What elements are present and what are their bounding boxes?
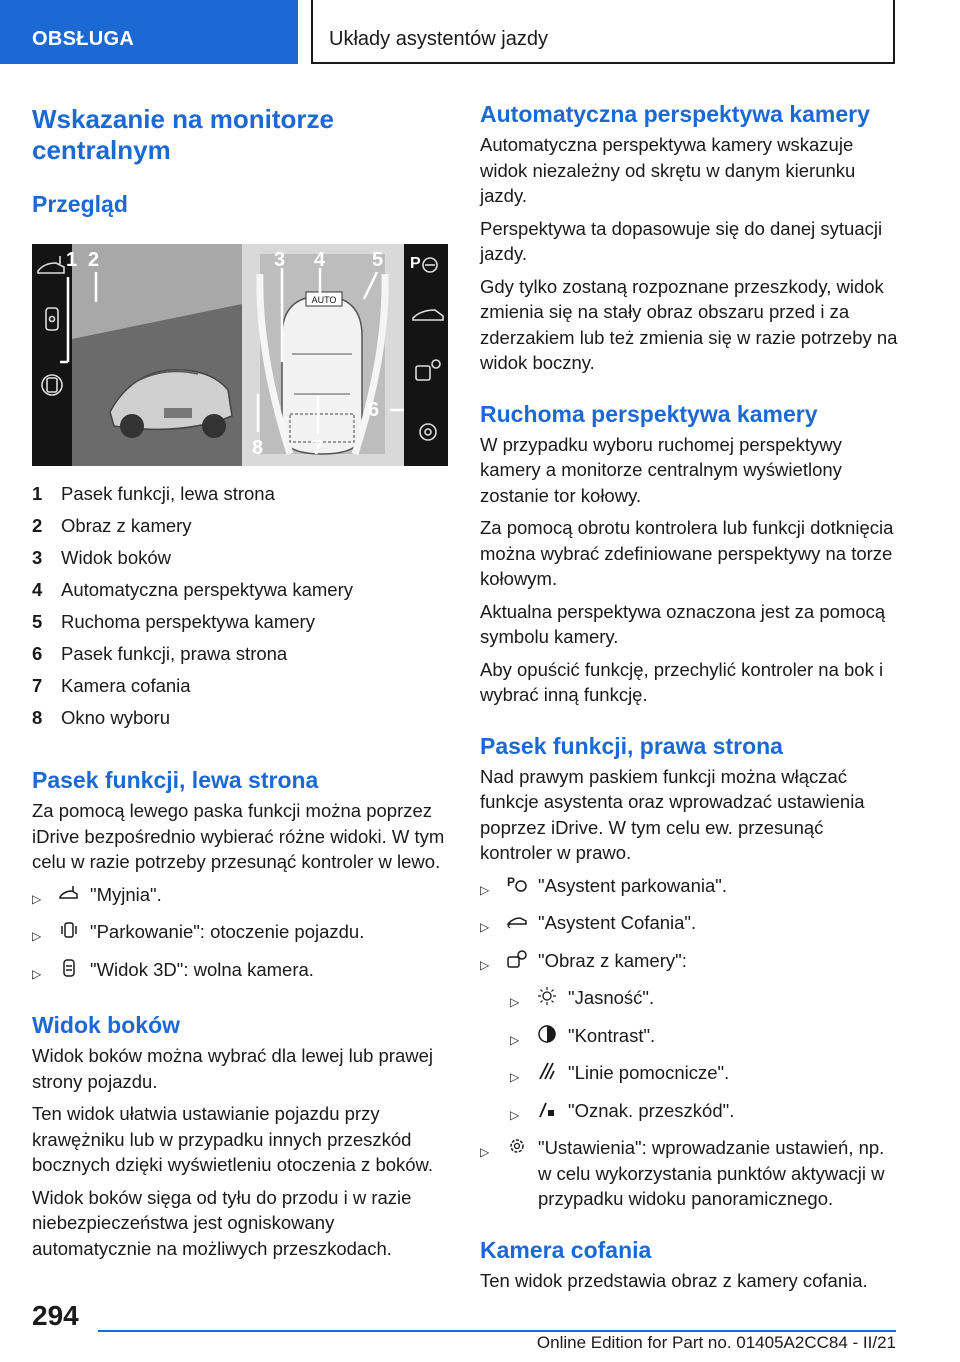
legend-item: 7 Kamera cofania — [32, 675, 191, 696]
legend-item: 8 Okno wyboru — [32, 707, 170, 728]
side-view-paragraph: Widok boków sięga od tyłu do przodu i w razie niebezpieczeństwa jest ogniskowany automatycznie na możliwych przeszkodach. — [32, 1186, 412, 1259]
svg-text:P: P — [507, 874, 516, 889]
legend-item: 2 Obraz z kamery — [32, 515, 192, 536]
auto-perspective-heading: Automatyczna perspektywa kamery — [480, 101, 870, 127]
movable-perspective-heading: Ruchoma perspektywa kamery — [480, 400, 818, 427]
footer-divider — [98, 1330, 896, 1332]
parking-assistant-icon — [504, 873, 530, 895]
figure-number-8: 8 — [252, 437, 264, 459]
page-number: 294 — [32, 1300, 79, 1331]
reversing-assistant-icon — [504, 910, 530, 932]
movable-perspective-paragraph: Za pomocą obrotu kontrolera lub funkcji dotknięcia można wybrać zdefiniowane perspektywy na torze kołowym. — [480, 517, 894, 589]
list-item: ▷ "Linie pomocnicze". — [510, 1062, 730, 1084]
legend-item: 6 Pasek funkcji, prawa strona — [32, 643, 288, 664]
figure-number-4: 4 — [314, 249, 326, 271]
legend-item: 1 Pasek funkcji, lewa strona — [32, 483, 275, 504]
list-item: ▷ "Kontrast". — [510, 1024, 656, 1047]
side-view-heading: Widok boków — [32, 1012, 181, 1038]
guide-lines-icon — [534, 1060, 560, 1082]
gear-icon — [504, 1135, 530, 1157]
list-item: ▷ "Asystent Cofania". — [480, 912, 697, 934]
brightness-icon — [534, 985, 560, 1007]
figure-number-2: 2 — [88, 249, 100, 271]
left-bar-text: Za pomocą lewego paska funkcji można poprzez iDrive bezpośrednio wybierać różne widoki. W tym celu w razie potrzeby przesunąć kontroler w lewo. — [32, 800, 445, 872]
figure-number-5: 5 — [372, 249, 384, 271]
list-item: ▷ "Parkowanie": otoczenie pojazdu. — [32, 921, 365, 943]
settings-list — [480, 1135, 898, 1212]
movable-perspective-paragraph: Aby opuścić funkcję, przechylić kontroler na bok i wybrać inną funkcję. — [480, 658, 884, 705]
auto-perspective-paragraph: Perspektywa ta dopasowuje się do danej sytuacji jazdy. — [480, 217, 883, 264]
list-item: ▷ P "Asystent parkowania". — [480, 874, 727, 897]
movable-perspective-paragraph: Aktualna perspektywa oznaczona jest za pomocą symbolu kamery. — [480, 600, 886, 647]
legend-item: 3 Widok boków — [32, 547, 172, 568]
right-bar-text: Nad prawym paskiem funkcji można włączać funkcje asystenta oraz wprowadzać ustawienia poprzez iDrive. W tym celu ew. przesunąć kontroler w prawo. — [480, 765, 865, 863]
header-chapter: Układy asystentów jazdy — [311, 0, 895, 64]
figure-number-1: 1 — [66, 249, 78, 271]
figure-p-label: P — [410, 255, 421, 272]
list-item: ▷ "Widok 3D": wolna kamera. — [32, 958, 314, 981]
figure-legend — [32, 478, 450, 734]
car-wash-icon — [56, 882, 82, 904]
auto-badge: AUTO — [311, 295, 337, 305]
rear-camera-heading: Kamera cofania — [480, 1236, 652, 1263]
contrast-icon — [534, 1023, 560, 1045]
right-column — [480, 100, 898, 1300]
figure-number-6: 6 — [368, 399, 380, 421]
rear-camera-paragraph: Ten widok przedstawia obraz z kamery cofania. — [480, 1269, 868, 1291]
parking-surroundings-icon — [56, 919, 82, 941]
right-bar-heading: Pasek funkcji, prawa strona — [480, 732, 783, 759]
header-section: OBSŁUGA — [0, 0, 298, 64]
legend-item: 5 Ruchoma perspektywa kamery — [32, 611, 315, 632]
auto-perspective-paragraph: Gdy tylko zostaną rozpoznane przeszkody, widok zmienia się na stały obraz obszaru przed i za zderzakiem lub też zmienia się w razie potrzeby na widok boczny. — [480, 275, 898, 373]
overview-heading: Przegląd — [32, 191, 128, 217]
list-item: ▷ "Ustawienia": wprowadzanie ustawień, np. w celu wykorzystania punktów aktywacji w przypadku widoku panoramicznego. — [480, 1137, 885, 1209]
camera-image-sub-list — [510, 985, 898, 1128]
left-column — [32, 100, 450, 1268]
list-item: ▷ "Myjnia". — [32, 883, 162, 906]
footer-edition: Online Edition for Part no. 01405A2CC84 - II/21 — [536, 1333, 896, 1352]
camera-image-icon — [504, 948, 530, 970]
side-view-paragraph: Ten widok ułatwia ustawianie pojazdu przy krawężniku lub w przypadku innych przeszkód bocznych dzięki wyświetleniu otoczenia z boków. — [32, 1103, 434, 1175]
view-3d-icon — [56, 957, 82, 979]
list-item: ▷ "Obraz z kamery": — [480, 949, 687, 972]
right-bar-list — [480, 873, 898, 979]
side-view-paragraph: Widok boków można wybrać dla lewej lub prawej strony pojazdu. — [32, 1045, 434, 1092]
figure-number-7: 7 — [312, 437, 324, 459]
left-bar-list — [32, 882, 450, 988]
list-item: ▷ "Jasność". — [510, 987, 655, 1009]
figure-number-3: 3 — [274, 249, 286, 271]
left-bar-heading: Pasek funkcji, lewa strona — [32, 767, 319, 793]
list-item: ▷ "Oznak. przeszkód". — [510, 1099, 735, 1122]
page-title: Wskazanie na monitorze centralnym — [32, 104, 334, 165]
camera-screen-illustration — [32, 244, 448, 466]
legend-item: 4 Automatyczna perspektywa kamery — [32, 579, 354, 600]
auto-perspective-paragraph: Automatyczna perspektywa kamery wskazuje widok niezależny od skrętu w danym kierunku jazdy. — [480, 134, 856, 206]
movable-perspective-paragraph: W przypadku wyboru ruchomej perspektywy kamery a monitorze centralnym wyświetlony zostanie tor kołowy. — [480, 433, 842, 506]
obstacle-marking-icon — [534, 1098, 560, 1120]
camera-screen-figure — [32, 244, 448, 466]
